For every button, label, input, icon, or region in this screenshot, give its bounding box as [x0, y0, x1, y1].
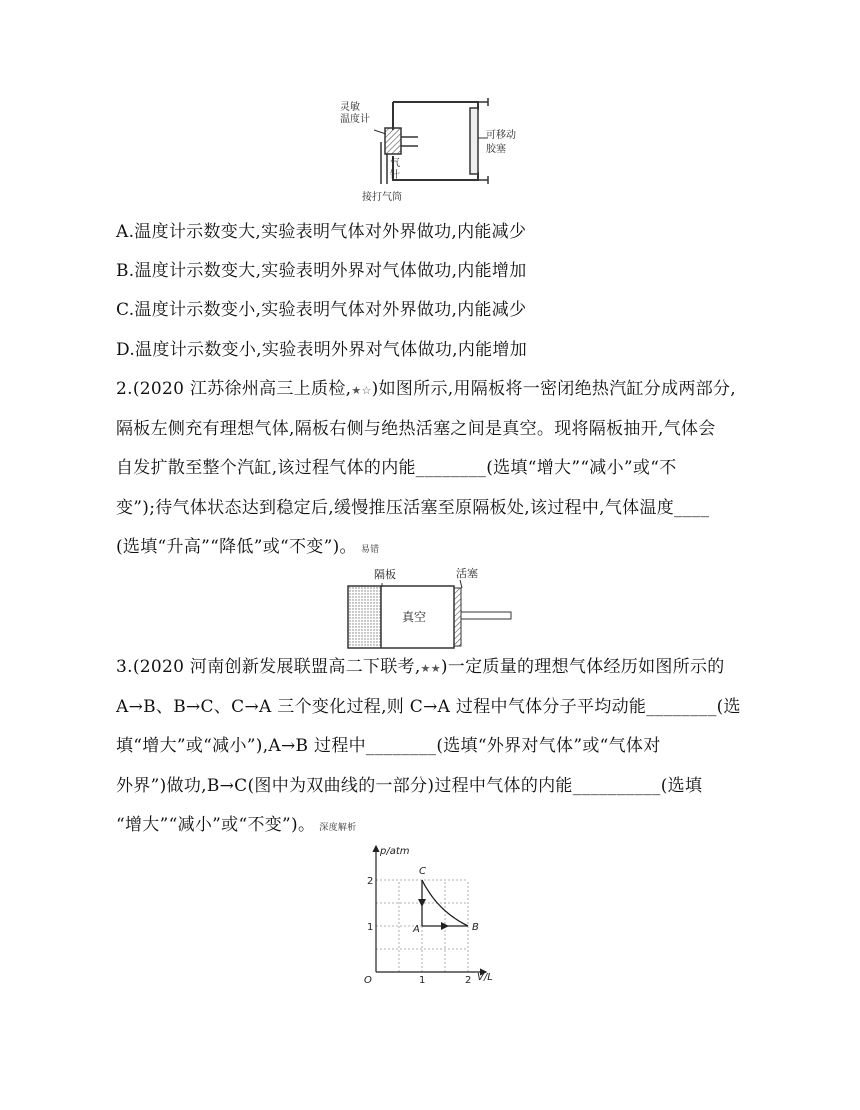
cylinder-figure [346, 566, 516, 650]
q2-line-2: 隔板左侧充有理想气体,隔板右侧与绝热活塞之间是真空。现将隔板抽开,气体会 [116, 419, 716, 439]
q3-line-2: A→B、B→C、C→A 三个变化过程,则 C→A 过程中气体分子平均动能________(选 [116, 697, 741, 717]
q3-line-5: “增大”“减小”或“不变”)。 深度解析 [116, 815, 357, 835]
q3-line-1: 3.(2020 河南创新发展联盟高二下联考,★★)一定质量的理想气体经历如图所示的 [116, 657, 725, 677]
process-lines [418, 880, 468, 930]
label-stopper-1: 可移动 [486, 130, 516, 141]
x-axis-label: V/L [477, 972, 493, 983]
label-thermometer-2: 温度计 [340, 114, 370, 125]
apparatus-figure [338, 94, 518, 206]
q3-line-4: 外界”)做功,B→C(图中为双曲线的一部分)过程中气体的内能__________(选填 [116, 776, 703, 796]
y-tick-label: 2 [367, 876, 374, 887]
point-label-a: A [413, 924, 420, 935]
q3-line-3: 填“增大”或“减小”),A→B 过程中________(选填“外界对气体”或“气体对 [116, 736, 661, 756]
point-label-c: C [419, 866, 426, 877]
pv-chart [360, 842, 500, 984]
x-tick-label: 1 [419, 975, 426, 984]
option-b: B.温度计示数变大,实验表明外界对气体做功,内能增加 [116, 261, 527, 281]
q2-line-5: (选填“升高”“降低”或“不变”)。 易错 [116, 537, 380, 557]
point-label-b: B [472, 922, 479, 933]
label-partition: 隔板 [374, 568, 396, 581]
label-needle-2: 针 [390, 170, 400, 181]
label-thermometer-1: 灵敏 [340, 102, 360, 113]
label-piston: 活塞 [456, 567, 478, 580]
option-d: D.温度计示数变小,实验表明外界对气体做功,内能增加 [116, 340, 528, 360]
y-axis-label: p/atm [380, 846, 410, 857]
label-vacuum: 真空 [402, 610, 427, 624]
label-pump: 接打气筒 [362, 192, 402, 203]
difficulty-stars: ★★ [420, 662, 441, 675]
y-tick-label: 1 [367, 922, 374, 933]
q2-line-3: 自发扩散至整个汽缸,该过程气体的内能________(选填“增大”“减小”或“不 [116, 458, 677, 478]
origin-label: O [364, 975, 372, 984]
label-needle-1: 气 [390, 158, 400, 169]
difficulty-stars: ★☆ [351, 384, 372, 397]
x-tick-label: 2 [465, 975, 472, 984]
q2-tag: 易错 [360, 545, 380, 555]
option-c: C.温度计示数变小,实验表明气体对外界做功,内能减少 [116, 300, 527, 320]
q3-tag: 深度解析 [319, 823, 357, 833]
q2-line-1: 2.(2020 江苏徐州高三上质检,★☆)如图所示,用隔板将一密闭绝热汽缸分成两部分, [116, 379, 736, 399]
label-stopper-2: 胶塞 [486, 144, 506, 155]
option-a: A.温度计示数变大,实验表明气体对外界做功,内能减少 [116, 222, 527, 242]
q2-line-4: 变”);待气体状态达到稳定后,缓慢推压活塞至原隔板处,该过程中,气体温度____ [116, 498, 710, 518]
